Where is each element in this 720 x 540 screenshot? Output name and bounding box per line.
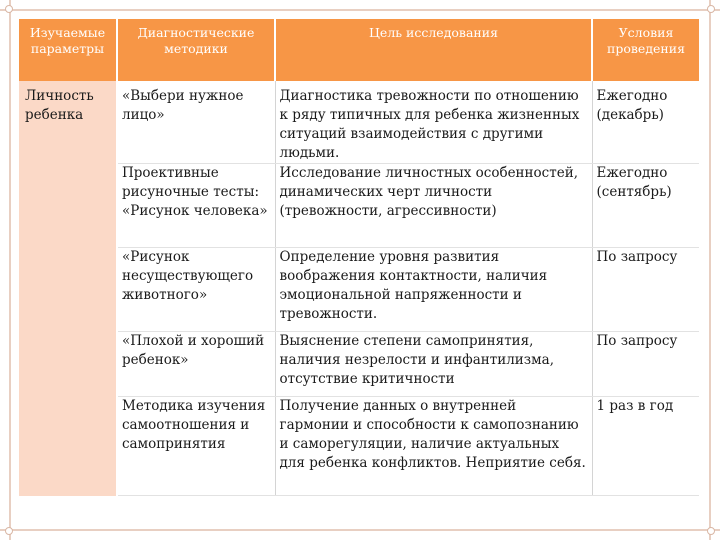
conditions-cell: Ежегодно (декабрь) (592, 81, 699, 164)
header-goal: Цель исследования (275, 19, 592, 81)
method-cell: Методика изучения самоотношения и самопринятия (117, 397, 275, 496)
goal-cell: Исследование личностных особенностей, динамических черт личности (тревожности, агрессивности) (275, 164, 592, 248)
goal-cell: Выяснение степени самопринятия, наличия незрелости и инфантилизма, отсутствие критичности (275, 332, 592, 397)
table-row (19, 397, 699, 496)
method-cell: «Рисунок несуществующего животного» (117, 248, 275, 332)
conditions-cell: По запросу (592, 332, 699, 397)
conditions-cell: Ежегодно (сентябрь) (592, 164, 699, 248)
slide-frame-top (0, 9, 720, 11)
method-cell: «Плохой и хороший ребенок» (117, 332, 275, 397)
frame-corner-dot (707, 5, 715, 13)
frame-corner-dot (5, 527, 13, 535)
goal-cell: Определение уровня развития воображения контактности, наличия эмоциональной напряженности и тревожности. (275, 248, 592, 332)
table-row (19, 81, 699, 164)
table-row (19, 164, 699, 248)
frame-corner-dot (707, 527, 715, 535)
conditions-cell: 1 раз в год (592, 397, 699, 496)
header-methods: Диагностические методики (117, 19, 275, 81)
slide-frame-bottom (0, 529, 720, 531)
method-cell: Проективные рисуночные тесты: «Рисунок человека» (117, 164, 275, 248)
frame-corner-dot (5, 5, 13, 13)
table-header-row (19, 19, 699, 81)
goal-cell: Получение данных о внутренней гармонии и способности к самопознанию и саморегуляции, наличие актуальных для ребенка конфликтов. Неприятие себя. (275, 397, 592, 496)
header-parameters: Изучаемые параметры (19, 19, 117, 81)
slide-frame-right (709, 0, 711, 540)
table-row (19, 332, 699, 397)
header-conditions: Условия проведения (592, 19, 699, 81)
method-cell: «Выбери нужное лицо» (117, 81, 275, 164)
table-row (19, 248, 699, 332)
conditions-cell: По запросу (592, 248, 699, 332)
parameter-cell: Личность ребенка (19, 81, 117, 496)
goal-cell: Диагностика тревожности по отношению к ряду типичных для ребенка жизненных ситуаций взаимодействия с другими людьми. (275, 81, 592, 164)
diagnostics-table (19, 19, 699, 496)
slide-frame-left (9, 0, 11, 540)
